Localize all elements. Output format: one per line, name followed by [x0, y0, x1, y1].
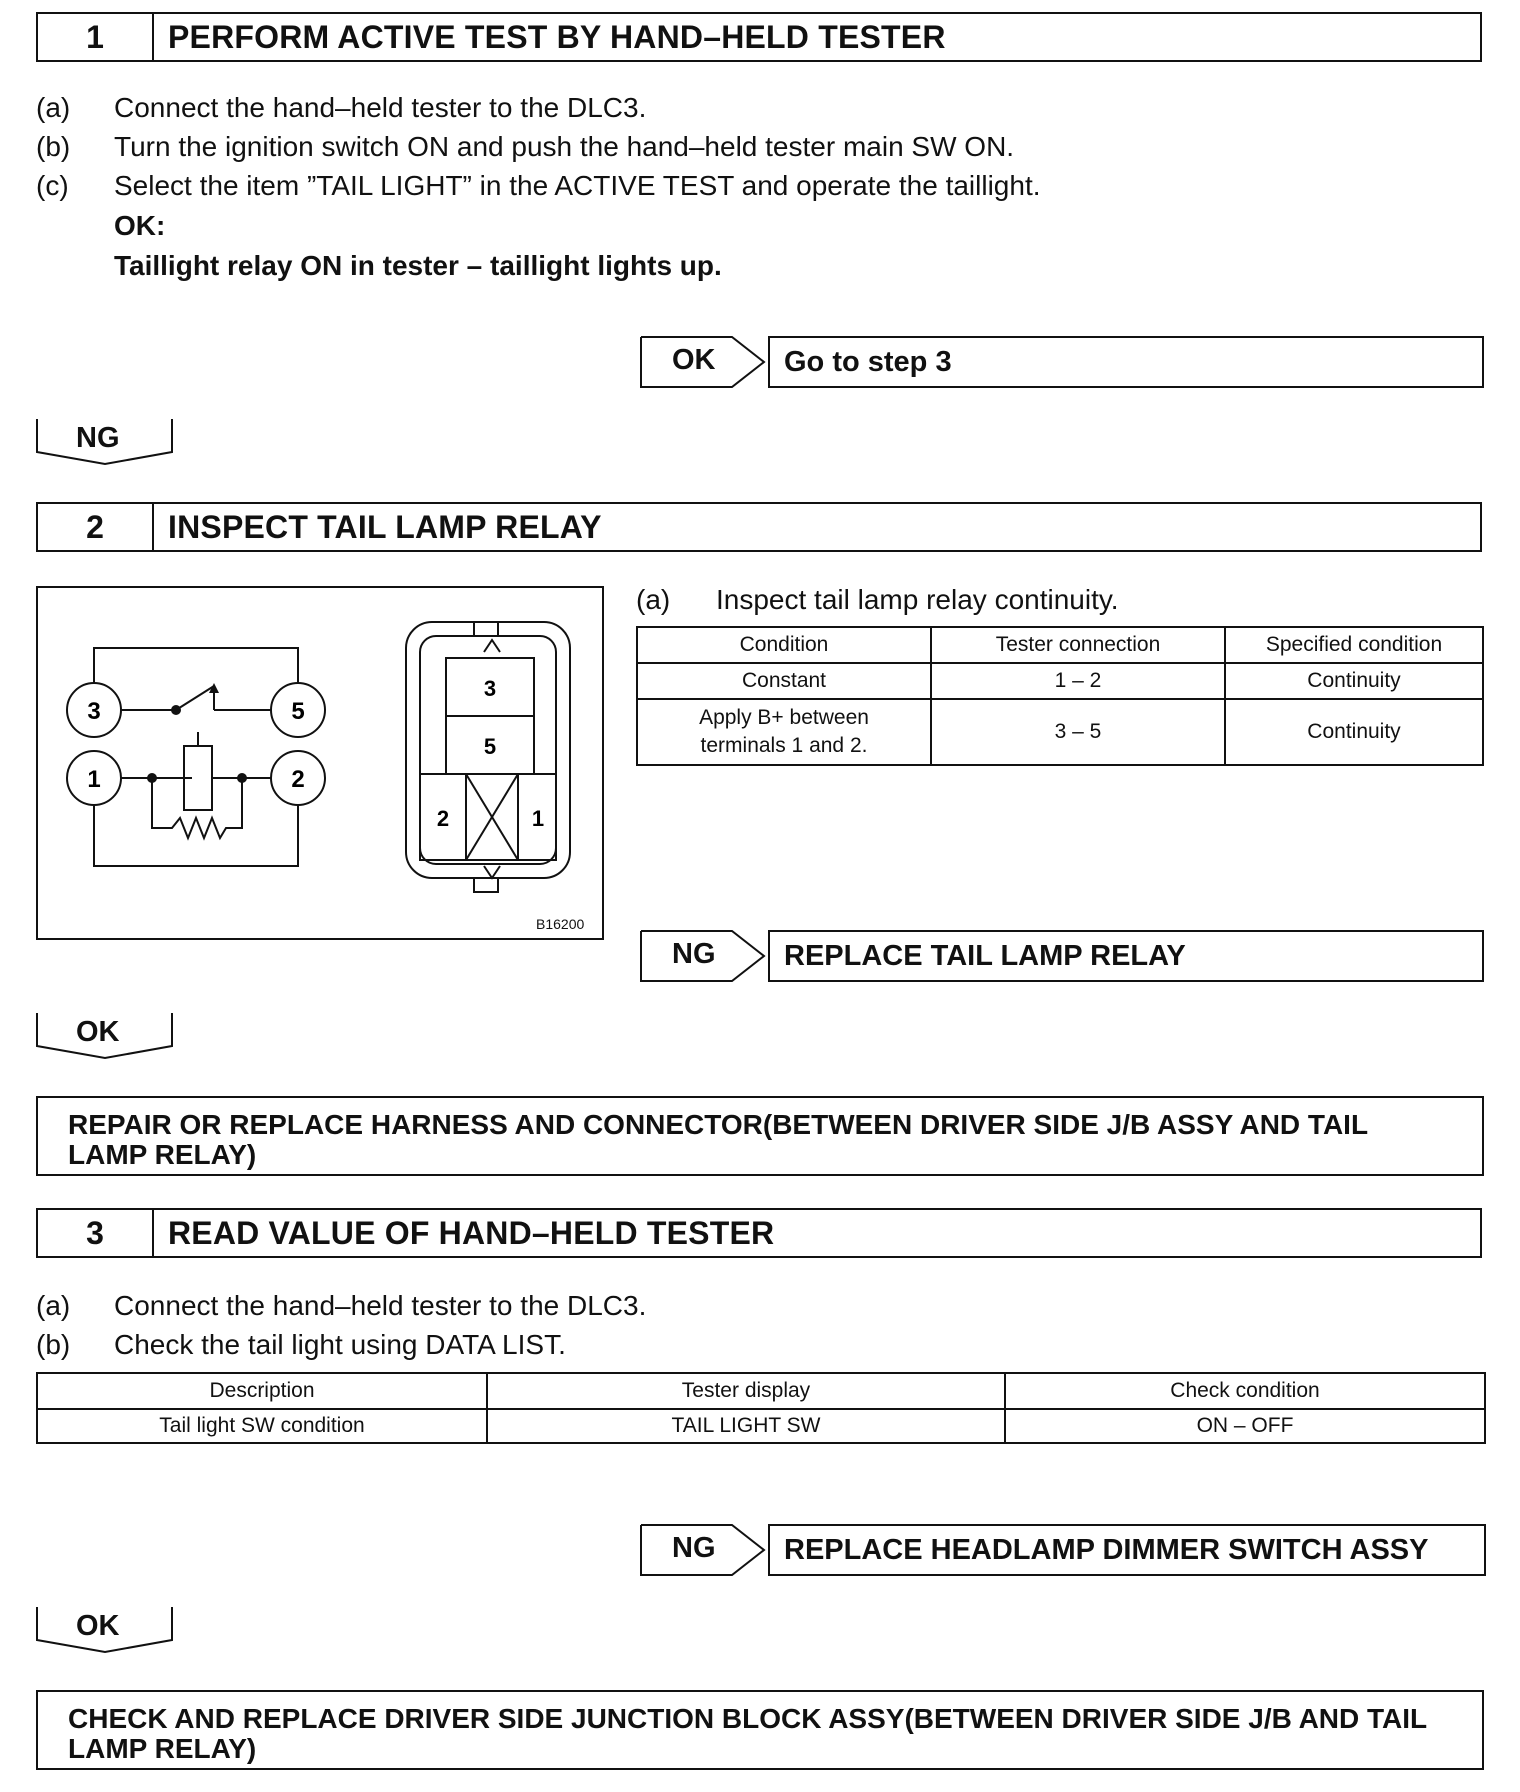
data-list-table — [36, 1372, 1486, 1444]
column-header: Tester connection — [931, 627, 1225, 663]
column-header: Condition — [637, 627, 931, 663]
repair-action-box[interactable]: REPAIR OR REPLACE HARNESS AND CONNECTOR(BETWEEN DRIVER SIDE J/B ASSY AND TAIL LAMP RELAY) — [36, 1096, 1484, 1176]
ok-branch-tag[interactable] — [640, 336, 766, 388]
table-cell: ON – OFF — [1005, 1409, 1485, 1443]
pin-label: 5 — [483, 734, 497, 759]
item-text: Inspect tail lamp relay continuity. — [716, 584, 1119, 615]
ok-label: OK: — [114, 210, 166, 241]
ok-down-tag[interactable] — [36, 1606, 174, 1654]
relay-continuity-table — [636, 626, 1484, 766]
column-header: Check condition — [1005, 1373, 1485, 1409]
final-action-box[interactable]: CHECK AND REPLACE DRIVER SIDE JUNCTION BLOCK ASSY(BETWEEN DRIVER SIDE J/B AND TAIL LAMP RELAY) — [36, 1690, 1484, 1770]
tag-label: OK — [76, 1610, 120, 1642]
instruction-item — [36, 1286, 646, 1326]
table-cell: 3 – 5 — [931, 699, 1225, 765]
step-number: 1 — [38, 14, 154, 60]
terminal-label: 5 — [291, 698, 305, 725]
item-text: Connect the hand–held tester to the DLC3. — [114, 92, 647, 123]
step-number: 2 — [38, 504, 154, 550]
instruction-item — [36, 127, 1014, 167]
tag-label: NG — [76, 422, 120, 454]
item-label: (a) — [36, 1290, 71, 1321]
step1-header — [36, 12, 1482, 62]
item-label: (c) — [36, 170, 69, 201]
relay-diagram-figure — [36, 586, 604, 940]
table-row — [637, 699, 1483, 765]
ng-branch-tag[interactable] — [640, 1524, 766, 1576]
step-number: 3 — [38, 1210, 154, 1256]
column-header: Tester display — [487, 1373, 1005, 1409]
item-label: (b) — [36, 1329, 71, 1360]
item-text: Connect the hand–held tester to the DLC3. — [114, 1290, 647, 1321]
table-cell: Continuity — [1225, 699, 1483, 765]
ok-criterion: Taillight relay ON in tester – taillight lights up. — [114, 250, 722, 281]
pin-label: 2 — [436, 806, 450, 831]
ng-branch-tag[interactable] — [640, 930, 766, 982]
figure-id: B16200 — [536, 916, 585, 932]
table-row — [37, 1409, 1485, 1443]
result-replace-relay[interactable]: REPLACE TAIL LAMP RELAY — [768, 930, 1484, 982]
tag-label: OK — [672, 344, 716, 376]
column-header: Description — [37, 1373, 487, 1409]
ng-down-tag[interactable] — [36, 418, 174, 466]
step-title: READ VALUE OF HAND–HELD TESTER — [168, 1214, 775, 1251]
table-cell: Constant — [637, 663, 931, 699]
table-cell: Tail light SW condition — [37, 1409, 487, 1443]
tag-label: NG — [672, 1532, 716, 1564]
table-header-row — [37, 1373, 1485, 1409]
table-cell: 1 – 2 — [931, 663, 1225, 699]
step3-header — [36, 1208, 1482, 1258]
instruction-item — [636, 580, 1119, 620]
column-header: Specified condition — [1225, 627, 1483, 663]
table-header-row — [637, 627, 1483, 663]
step-title: INSPECT TAIL LAMP RELAY — [168, 508, 602, 545]
tag-label: NG — [672, 938, 716, 970]
terminal-label: 2 — [291, 766, 305, 793]
instruction-item — [36, 1325, 566, 1365]
step2-header — [36, 502, 1482, 552]
pin-label: 3 — [483, 676, 497, 701]
result-replace-dimmer-switch[interactable]: REPLACE HEADLAMP DIMMER SWITCH ASSY — [768, 1524, 1486, 1576]
relay-diagram — [36, 586, 604, 940]
table-cell: Continuity — [1225, 663, 1483, 699]
item-label: (a) — [36, 92, 71, 123]
table-cell: TAIL LIGHT SW — [487, 1409, 1005, 1443]
item-label: (a) — [636, 584, 671, 615]
terminal-label: 1 — [87, 766, 101, 793]
tag-label: OK — [76, 1016, 120, 1048]
pin-label: 1 — [531, 806, 545, 831]
table-cell: Apply B+ between terminals 1 and 2. — [637, 699, 931, 765]
instruction-item — [36, 166, 1041, 206]
item-text: Select the item ”TAIL LIGHT” in the ACTIVE TEST and operate the taillight. — [114, 170, 1041, 201]
item-text: Check the tail light using DATA LIST. — [114, 1329, 566, 1360]
table-row — [637, 663, 1483, 699]
item-text: Turn the ignition switch ON and push the hand–held tester main SW ON. — [114, 131, 1015, 162]
step-title: PERFORM ACTIVE TEST BY HAND–HELD TESTER — [168, 18, 946, 55]
item-label: (b) — [36, 131, 71, 162]
terminal-label: 3 — [87, 698, 101, 725]
result-go-to-step[interactable]: Go to step 3 — [768, 336, 1484, 388]
ok-down-tag[interactable] — [36, 1012, 174, 1060]
instruction-item — [36, 88, 646, 128]
